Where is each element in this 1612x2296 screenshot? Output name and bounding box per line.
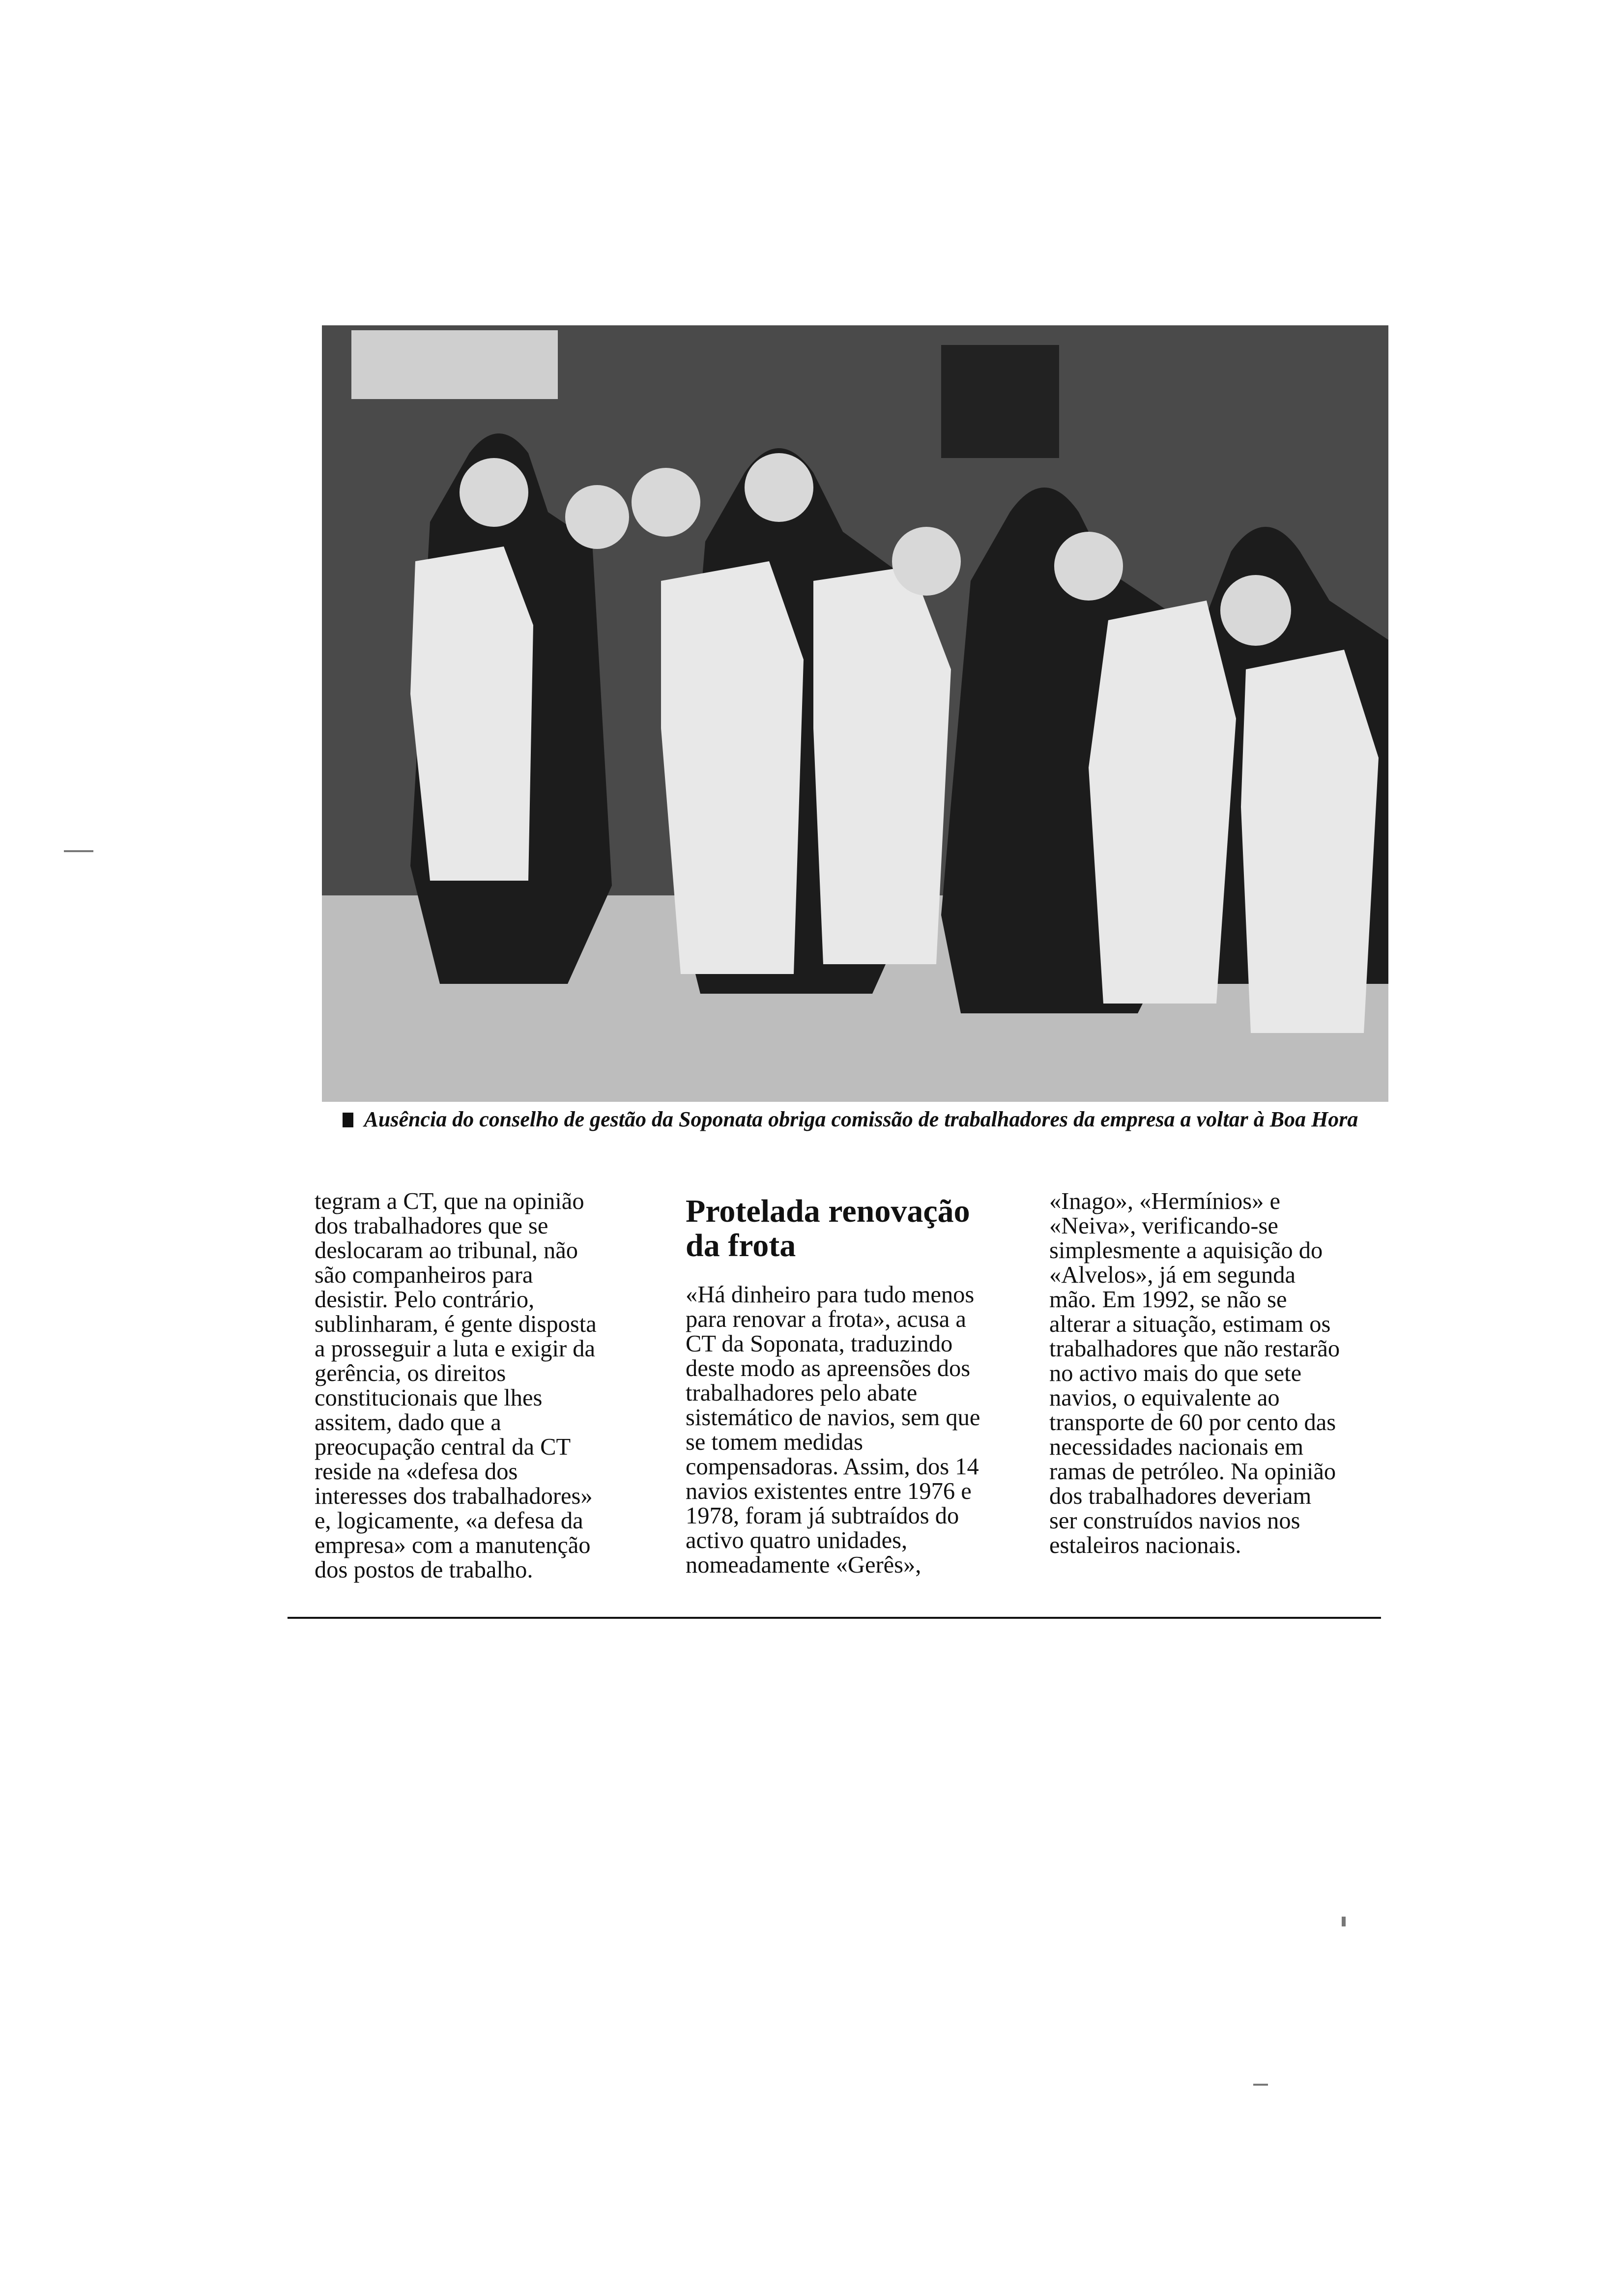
news-photo bbox=[322, 325, 1388, 1102]
column-1-text: tegram a CT, que na opinião dos trabalhadores que se deslocaram ao tribunal, não são companheiros para desistir. Pelo contrário, sublinharam, é gente disposta a prosseguir a luta e exigir da gerência, os direitos constitucionais que lhes assitem, dado que a preocupação central da CT reside na «defesa dos interesses dos trabalhadores» e, logicamente, «a defesa da empresa» com a manutenção dos postos de trabalho. bbox=[315, 1188, 597, 1583]
caption-bullet-icon bbox=[343, 1113, 353, 1127]
section-divider bbox=[288, 1617, 1381, 1619]
caption-text: Ausência do conselho de gestão da Soponata obriga comissão de trabalhadores da empresa a voltar à Boa Hora bbox=[364, 1107, 1358, 1131]
column-3-text: «Inago», «Hermínios» e «Neiva», verificando-se simplesmente a aquisição do «Alvelos», já em segunda mão. Em 1992, se não se alterar a situação, estimam os trabalhadores que não restarão no activo mais do que sete navios, o equivalente ao transporte de 60 por cento das necessidades nacionais em ramas de petróleo. Na opinião dos trabalhadores deveriam ser construídos navios nos estaleiros nacionais. bbox=[1049, 1188, 1340, 1558]
photo-caption bbox=[315, 1106, 1386, 1133]
article-column-2 bbox=[686, 1194, 980, 1578]
scan-mark bbox=[1253, 2084, 1268, 2086]
article-column-1 bbox=[315, 1189, 609, 1582]
column-2-text: «Há dinheiro para tudo menos para renovar a frota», acusa a CT da Soponata, traduzindo deste modo as apreensões dos trabalhadores pelo abate sistemático de navios, sem que se tomem medidas compensadoras. Assim, dos 14 navios existentes entre 1976 e 1978, foram já subtraídos do activo quatro unidades, nomeadamente «Gerês», bbox=[686, 1282, 980, 1578]
section-heading: Protelada renovação da frota bbox=[686, 1193, 970, 1263]
scan-mark bbox=[1342, 1917, 1346, 1926]
article-column-3 bbox=[1049, 1189, 1344, 1558]
scan-mark bbox=[64, 850, 93, 852]
group-photo-icon bbox=[322, 325, 1388, 1102]
